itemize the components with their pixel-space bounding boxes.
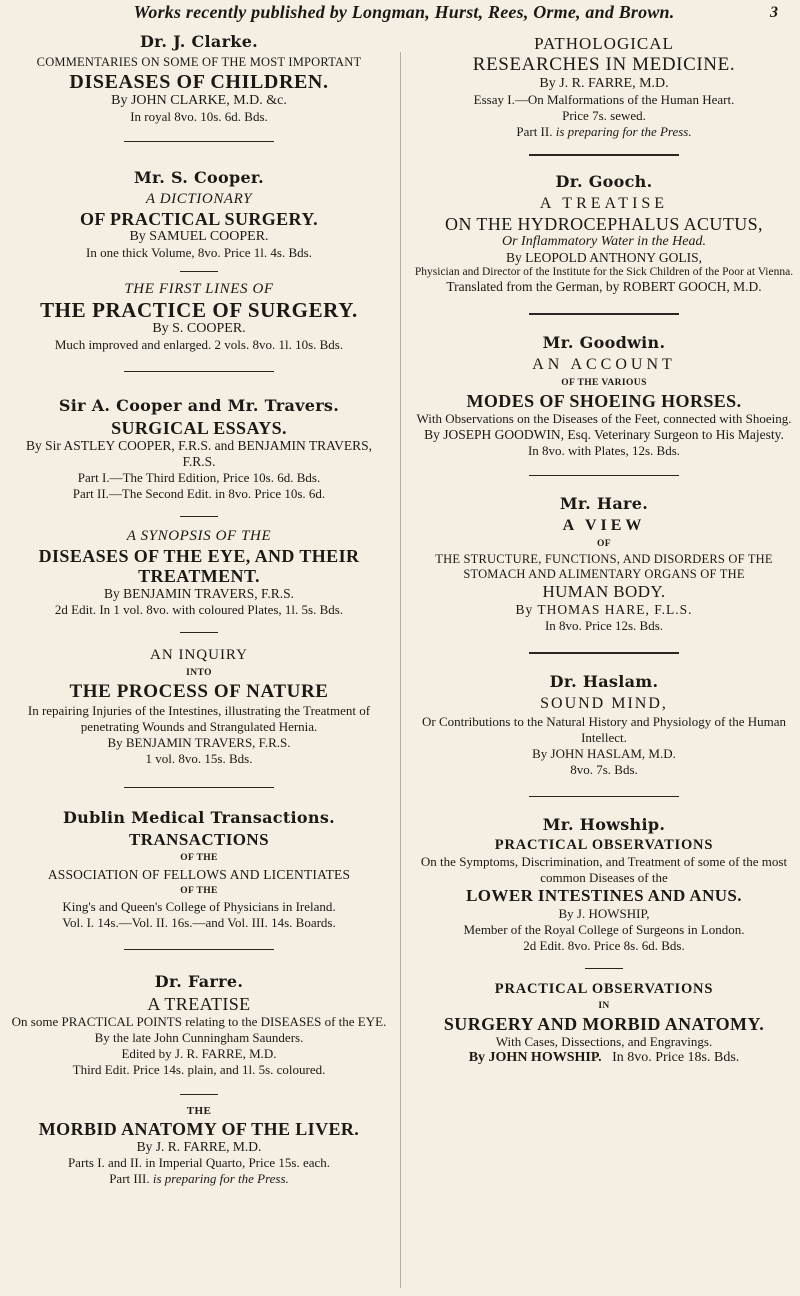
author-heading: Dr. Farre. [154, 972, 244, 991]
entry-price: 2d Edit. In 1 vol. 8vo. with coloured Plates, 1l. 5s. Bds. [54, 602, 344, 617]
entry-byline: By JOHN CLARKE, M.D. &c. [111, 93, 287, 108]
column-divider [400, 52, 401, 1288]
entry-note [414, 124, 794, 140]
entry-note-part: Part II. [516, 124, 553, 139]
entry-byline: By S. COOPER. [152, 321, 246, 336]
entry-byline: By J. R. FARRE, M.D. [136, 1139, 262, 1154]
entry-byline: By the late John Cunningham Saunders. [94, 1030, 304, 1045]
entry-title: DISEASES OF THE EYE, AND THEIR TREATMENT. [38, 546, 360, 586]
entry-subtitle: PRACTICAL OBSERVATIONS [494, 837, 714, 853]
entry-price: In 8vo. Price 12s. Bds. [544, 618, 664, 633]
entry-affiliation: Member of the Royal College of Surgeons in London. [463, 922, 745, 937]
entry-subtitle: PATHOLOGICAL [534, 34, 674, 53]
divider [180, 271, 218, 272]
entry-title: ON THE HYDROCEPHALUS ACUTUS, [445, 214, 763, 234]
entry-lower-intestines [414, 815, 794, 954]
entry-subtitle: A SYNOPSIS OF THE [126, 528, 272, 544]
author-heading: Dr. J. Clarke. [139, 32, 259, 51]
entry-description: Essay I.—On Malformations of the Human Heart. [473, 92, 735, 107]
entry-byline: By JOHN HASLAM, M.D. [532, 746, 676, 761]
entry-subtitle: ASSOCIATION OF FELLOWS AND LICENTIATES [47, 867, 351, 882]
entry-title: THE PRACTICE OF SURGERY. [40, 298, 358, 322]
author-heading: Dublin Medical Transactions. [62, 808, 335, 827]
divider [124, 371, 274, 372]
entry-byline: By JOHN HOWSHIP. [468, 1050, 602, 1065]
entry-connector: OF [597, 539, 611, 549]
entry-description: On the Symptoms, Discrimination, and Treatment of some of the most common Diseases of the [420, 854, 788, 885]
entry-hydrocephalus [414, 172, 794, 295]
entry-byline: By THOMAS HARE, F.L.S. [515, 602, 693, 617]
entry-title: TRANSACTIONS [129, 830, 269, 849]
entry-title: MORBID ANATOMY OF THE LIVER. [38, 1119, 360, 1139]
entry-description: Or Contributions to the Natural History and Physiology of the Human Intellect. [422, 714, 786, 745]
entry-imprint [414, 1050, 794, 1066]
entry-subtitle: AN ACCOUNT [532, 356, 676, 373]
entry-part: Part II.—The Second Edit. in 8vo. Price 10s. 6d. [72, 486, 326, 501]
entry-price: In one thick Volume, 8vo. Price 1l. 4s. Bds. [86, 245, 312, 260]
entry-byline: By SAMUEL COOPER. [129, 229, 269, 244]
divider [529, 652, 679, 654]
entry-title: OF PRACTICAL SURGERY. [80, 209, 318, 229]
divider [124, 787, 274, 788]
right-column [414, 30, 794, 1066]
entry-price: Parts I. and II. in Imperial Quarto, Price 15s. each. [67, 1155, 331, 1170]
entry-price: In 8vo. Price 18s. Bds. [612, 1050, 740, 1065]
entry-diseases-eye [8, 527, 390, 618]
entry-connector: IN [598, 1001, 610, 1011]
author-heading: Mr. Hare. [559, 494, 649, 513]
entry-cooper-first-lines [8, 280, 390, 353]
entry-title: SURGERY AND MORBID ANATOMY. [443, 1014, 765, 1034]
divider [529, 313, 679, 315]
page-number: 3 [770, 4, 778, 21]
entry-clarke [8, 32, 390, 125]
entry-connector: OF THE [180, 853, 218, 863]
divider [124, 949, 274, 950]
entry-description: With Cases, Dissections, and Engravings. [495, 1034, 713, 1049]
entry-title: SOUND MIND, [540, 695, 668, 712]
entry-description: In repairing Injuries of the Intestines, illustrating the Treatment of penetrating Wounds and Strangulated Hernia. [27, 703, 371, 734]
entry-subtitle: THE FIRST LINES OF [124, 281, 274, 297]
entry-price: Third Edit. Price 14s. plain, and 1l. 5s. coloured. [72, 1062, 326, 1077]
entry-byline: By J. R. FARRE, M.D. [539, 76, 669, 91]
entry-human-body [414, 494, 794, 634]
author-heading: Mr. Howship. [542, 815, 666, 834]
entry-title: MODES OF SHOEING HORSES. [466, 391, 742, 411]
entry-byline: By BENJAMIN TRAVERS, F.R.S. [107, 735, 291, 750]
entry-process-of-nature [8, 645, 390, 767]
entry-title: RESEARCHES IN MEDICINE. [472, 54, 736, 75]
entry-price: In royal 8vo. 10s. 6d. Bds. [130, 109, 268, 124]
entry-price: Price 7s. sewed. [562, 108, 646, 123]
divider [180, 516, 218, 517]
running-header: Works recently published by Longman, Hurst, Rees, Orme, and Brown. [133, 2, 675, 22]
entry-dublin-transactions [8, 808, 390, 931]
entry-farre-eye [8, 972, 390, 1078]
entry-note-part: Part III. [109, 1171, 150, 1186]
divider [529, 475, 679, 476]
entry-subtitle: AN INQUIRY [150, 647, 248, 663]
entry-title: THE PROCESS OF NATURE [69, 681, 329, 702]
entry-affiliation: Physician and Director of the Institute for the Sick Children of the Poor at Vienna. [414, 266, 794, 278]
entry-subtitle: PRACTICAL OBSERVATIONS [494, 981, 714, 997]
divider [585, 968, 623, 969]
entry-connector: OF THE VARIOUS [561, 378, 647, 388]
entry-title: A TREATISE [147, 994, 251, 1014]
entry-subtitle: COMMENTARIES ON SOME OF THE MOST IMPORTANT [36, 55, 362, 69]
divider [124, 141, 274, 142]
left-column [8, 30, 390, 1187]
entry-title: HUMAN BODY. [542, 582, 666, 601]
entry-morbid-anatomy-liver [8, 1105, 390, 1187]
entry-title: LOWER INTESTINES AND ANUS. [466, 886, 742, 905]
author-heading: Mr. Goodwin. [542, 333, 666, 352]
entry-byline: By BENJAMIN TRAVERS, F.R.S. [103, 586, 295, 601]
divider [529, 154, 679, 156]
entry-note-status: is preparing for the Press. [555, 124, 692, 139]
entry-cooper-dictionary [8, 168, 390, 261]
entry-pathological-researches [414, 34, 794, 140]
entry-connector: INTO [186, 668, 212, 678]
entry-byline: By J. HOWSHIP, [558, 906, 650, 921]
entry-description: THE STRUCTURE, FUNCTIONS, AND DISORDERS OF THE STOMACH AND ALIMENTARY ORGANS OF THE [435, 552, 773, 581]
entry-description: On some PRACTICAL POINTS relating to the DISEASES of the EYE. [11, 1014, 387, 1029]
author-heading: Dr. Gooch. [555, 172, 653, 191]
entry-surgery-morbid-anatomy [414, 981, 794, 1066]
divider [180, 1094, 218, 1095]
entry-price: Vol. I. 14s.—Vol. II. 16s.—and Vol. III. 14s. Boards. [62, 915, 336, 930]
entry-shoeing-horses [414, 333, 794, 459]
entry-byline: By Sir ASTLEY COOPER, F.R.S. and BENJAMIN TRAVERS, F.R.S. [26, 438, 372, 469]
divider [180, 632, 218, 633]
entry-price: 8vo. 7s. Bds. [570, 762, 638, 777]
entry-title: SURGICAL ESSAYS. [111, 418, 287, 438]
entry-part: Part I.—The Third Edition, Price 10s. 6d. Bds. [77, 470, 321, 485]
entry-translator: Translated from the German, by ROBERT GOOCH, M.D. [446, 279, 762, 294]
author-heading: Mr. S. Cooper. [133, 168, 265, 187]
author-heading: Dr. Haslam. [549, 672, 659, 691]
entry-subtitle: A DICTIONARY [145, 191, 253, 207]
divider [529, 796, 679, 797]
entry-subtitle: A TREATISE [539, 195, 669, 212]
entry-subtitle: A VIEW [562, 517, 646, 534]
entry-surgical-essays [8, 396, 390, 502]
entry-description: Or Inflammatory Water in the Head. [501, 234, 707, 249]
entry-price: In 8vo. with Plates, 12s. Bds. [527, 443, 681, 458]
entry-editor: Edited by J. R. FARRE, M.D. [121, 1046, 277, 1061]
entry-price: Much improved and enlarged. 2 vols. 8vo. 1l. 10s. Bds. [54, 337, 344, 352]
entry-note [8, 1171, 390, 1187]
entry-byline: By JOSEPH GOODWIN, Esq. Veterinary Surgeon to His Majesty. [424, 427, 784, 442]
entry-description: King's and Queen's College of Physicians in Ireland. [62, 899, 336, 914]
entry-byline: By LEOPOLD ANTHONY GOLIS, [506, 250, 702, 265]
entry-description: With Observations on the Diseases of the Feet, connected with Shoeing. [416, 411, 792, 426]
entry-note-status: is preparing for the Press. [152, 1171, 289, 1186]
entry-price: 2d Edit. 8vo. Price 8s. 6d. Bds. [523, 938, 685, 953]
entry-connector: THE [186, 1105, 212, 1117]
entry-connector: OF THE [180, 886, 218, 896]
entry-sound-mind [414, 672, 794, 778]
entry-price: 1 vol. 8vo. 15s. Bds. [145, 751, 253, 766]
entry-title: DISEASES OF CHILDREN. [69, 71, 329, 93]
author-heading: Sir A. Cooper and Mr. Travers. [58, 396, 340, 415]
